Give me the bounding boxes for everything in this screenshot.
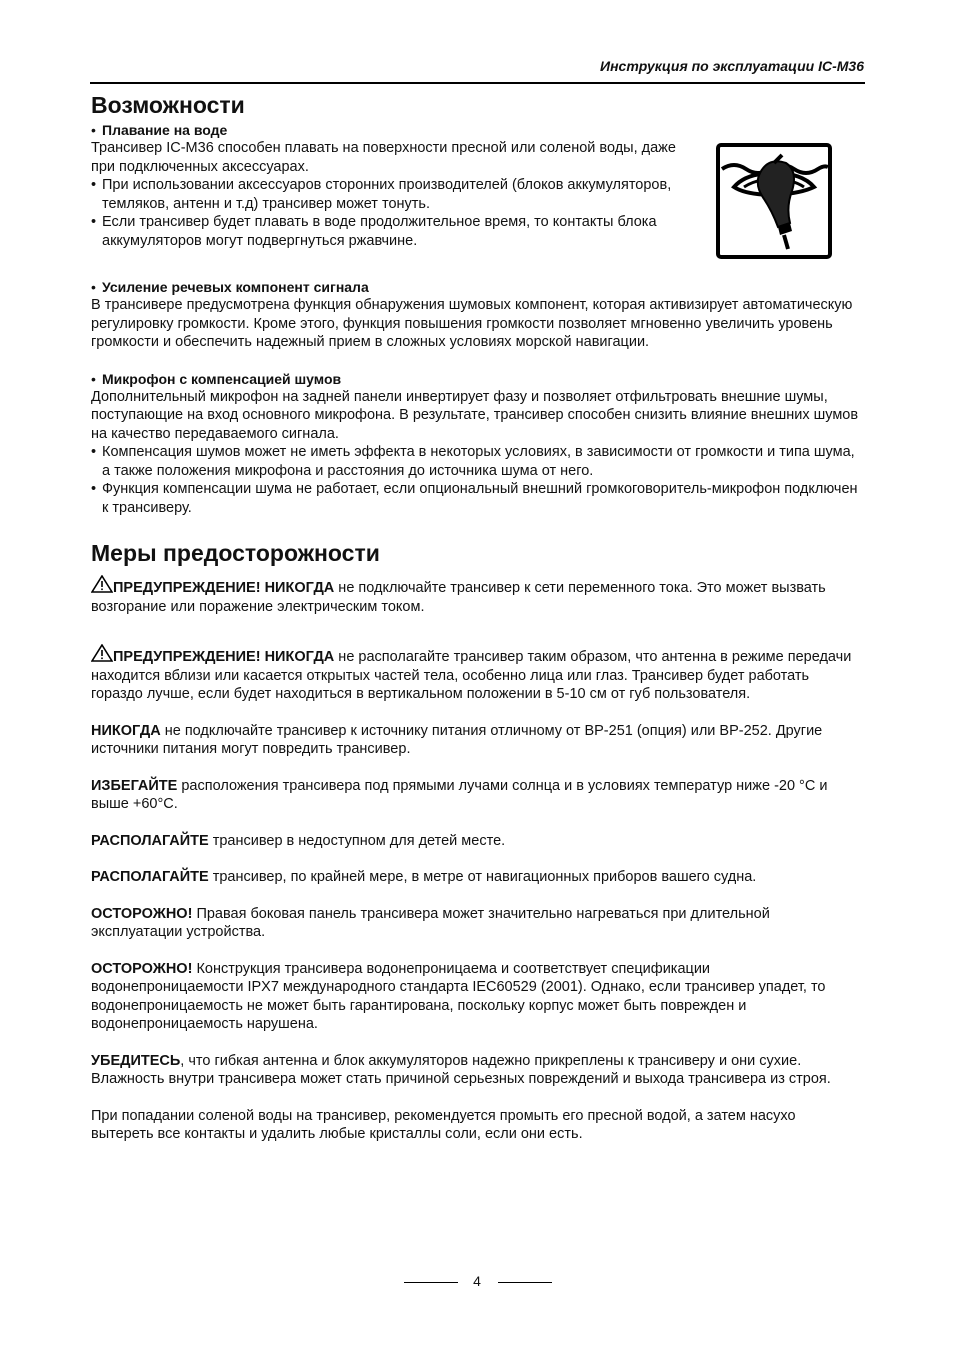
warning-triangle-icon — [91, 575, 113, 593]
warning-triangle-icon — [91, 644, 113, 662]
voice-text: В трансивере предусмотрена функция обнаружения шумовых компонент, которая активизирует автоматическую регулировку громкости. Кроме этого, функция повышения громкости позволяет мгновенно увеличить уровень громкости и обеспечить надежный прием в сложных условиях морской навигации. — [91, 297, 853, 350]
page-content — [91, 89, 861, 1144]
precaution-item — [91, 722, 861, 759]
precaution-text: не подключайте трансивер к сети переменного тока. Это может вызвать возгорание или поражение электрическим током. — [91, 580, 826, 615]
precaution-item — [91, 868, 861, 887]
precaution-text: не располагайте трансивер таким образом, что антенна в режиме передачи находится вблизи или касается открытых частей тела, особенно лица или глаз. Трансивер будет работать гораздо лучше, если будет находиться в вертикальном положении в 5-10 см от губ пользователя. — [91, 649, 852, 702]
header-title: Инструкция по эксплуатации IC-M36 — [600, 58, 864, 74]
precaution-text: Правая боковая панель трансивера может значительно нагреваться при длительной эксплуатации устройства. — [91, 905, 770, 940]
precaution-item — [91, 1107, 861, 1144]
precautions-title: Меры предосторожности — [91, 540, 380, 566]
header-rule — [90, 82, 865, 84]
page-number: 4 — [473, 1273, 481, 1289]
footer-rule-left — [404, 1282, 458, 1283]
floating-heading: • Плавание на воде — [91, 121, 691, 139]
list-item: • Если трансивер будет плавать в воде продолжительное время, то контакты блока аккумуляторов могут подвергнуться ржавчине. — [91, 213, 691, 250]
precaution-lead: НИКОГДА — [91, 722, 161, 739]
precaution-text: расположения трансивера под прямыми лучами солнца и в условиях температур ниже -20 °C и выше +60°C. — [91, 777, 828, 812]
precaution-text: , что гибкая антенна и блок аккумуляторов надежно прикреплены к трансиверу и они сухие. Влажность внутри трансивера может стать причиной серьезных повреждений и выхода трансивера из строя. — [91, 1052, 831, 1087]
precaution-item — [91, 832, 861, 851]
precaution-lead: РАСПОЛАГАЙТЕ — [91, 832, 209, 849]
noise-heading: • Микрофон с компенсацией шумов — [91, 370, 861, 388]
precaution-lead: ОСТОРОЖНО! — [91, 905, 193, 922]
voice-heading: • Усиление речевых компонент сигнала — [91, 278, 861, 296]
precaution-item — [91, 1052, 861, 1089]
precaution-lead: РАСПОЛАГАЙТЕ — [91, 869, 209, 885]
precaution-text: При попадании соленой воды на трансивер, рекомендуется промыть его пресной водой, а затем насухо вытереть все контакты и удалить любые кристаллы соли, если они есть. — [91, 1107, 796, 1142]
precaution-text: трансивер в недоступном для детей месте. — [208, 832, 506, 849]
list-item: • При использовании аксессуаров сторонних производителей (блоков аккумуляторов, темляков, антенн и т.д) трансивер может тонуть. — [91, 176, 691, 213]
precaution-lead: ПРЕДУПРЕЖДЕНИЕ! НИКОГДА — [113, 580, 335, 596]
precaution-lead: ПРЕДУПРЕЖДЕНИЕ! НИКОГДА — [113, 649, 335, 665]
precaution-item — [91, 777, 861, 814]
floating-text: Трансивер IC-M36 способен плавать на поверхности пресной или соленой воды, даже при подключенных аксессуарах. — [91, 140, 676, 175]
precaution-item — [91, 905, 861, 942]
floating-section — [91, 121, 691, 250]
list-item: • Функция компенсации шума не работает, если опциональный внешний громкоговоритель-микрофон подключен к трансиверу. — [91, 480, 861, 517]
precaution-item — [91, 575, 861, 616]
footer-rule-right — [498, 1282, 552, 1283]
page-footer — [0, 1273, 954, 1293]
precaution-text: не подключайте трансивер к источнику питания отличному от BP-251 (опция) или BP-252. Другие источники питания могут повредить трансивер. — [91, 722, 823, 757]
precaution-text: Конструкция трансивера водонепроницаема и соответствует спецификации водонепроницаемости IPX7 международного стандарта IEC60529 (2001). Однако, если трансивер упадет, то водонепроницаемость не может быть гарантирована, поскольку корпус может быть поврежден и водонепроницаемость нарушена. — [91, 960, 826, 1032]
features-title: Возможности — [91, 92, 245, 118]
precaution-lead: ОСТОРОЖНО! — [91, 960, 193, 977]
precaution-item — [91, 960, 861, 1034]
precaution-lead: ИЗБЕГАЙТЕ — [91, 777, 178, 794]
precaution-item — [91, 644, 861, 704]
precaution-text: трансивер, по крайней мере, в метре от навигационных приборов вашего судна. — [208, 869, 757, 885]
list-item: • Компенсация шумов может не иметь эффекта в некоторых условиях, в зависимости от громкости и типа шума, а также положения микрофона и расстояния до источника шума от него. — [91, 443, 861, 480]
precaution-lead: УБЕДИТЕСЬ — [91, 1052, 181, 1069]
noise-text: Дополнительный микрофон на задней панели инвертирует фазу и позволяет отфильтровать внешние шумы, поступающие на вход основного микрофона. В результате, трансивер способен снизить влияние внешних шумов на качество передаваемого сигнала. — [91, 388, 859, 442]
